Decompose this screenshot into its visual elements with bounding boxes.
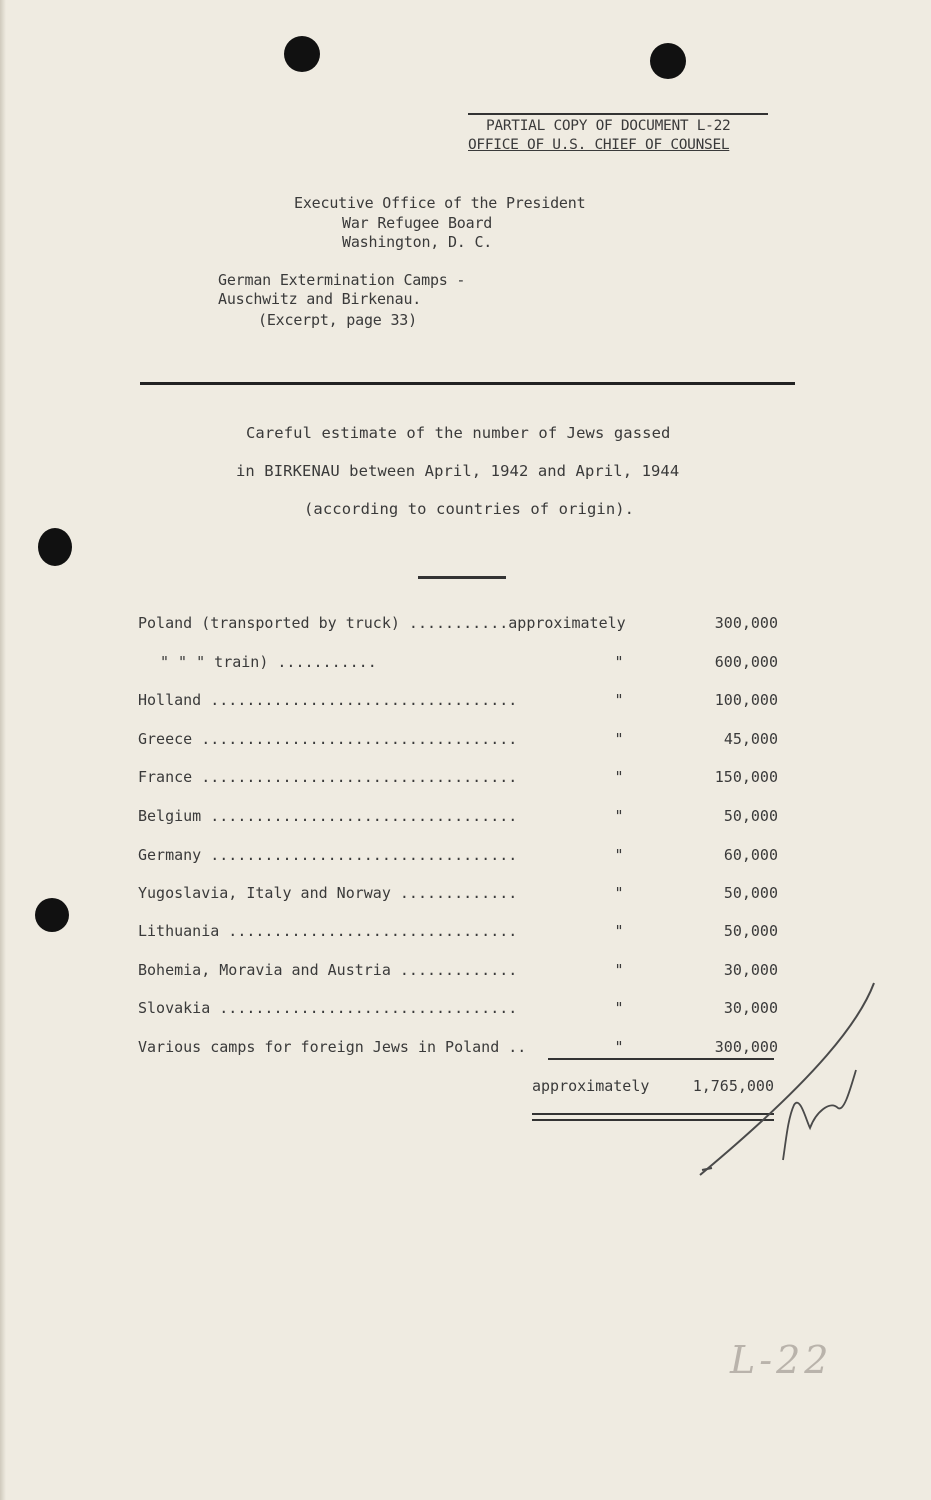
row-ditto: " (614, 922, 624, 940)
row-label: Holland .................................. (138, 691, 518, 709)
row-ditto: " (614, 846, 624, 864)
header-line-2: OFFICE OF U.S. CHIEF OF COUNSEL (468, 137, 730, 153)
row-ditto: " (614, 884, 624, 902)
total-qualifier: approximately (532, 1077, 650, 1095)
row-label: Germany .................................. (138, 846, 518, 864)
row-value: 300,000 (714, 614, 778, 632)
row-ditto: " (614, 1038, 624, 1056)
row-value: 150,000 (714, 768, 778, 786)
row-label: " " " train) ........... (160, 653, 377, 671)
row-value: 50,000 (723, 884, 778, 902)
caption-line-1: Careful estimate of the number of Jews gassed (246, 424, 671, 442)
row-value: 60,000 (723, 846, 778, 864)
row-value: 30,000 (723, 999, 778, 1017)
caption-line-2: in BIRKENAU between April, 1942 and April, 1944 (236, 462, 680, 480)
row-label: France ................................... (138, 768, 518, 786)
row-label: Belgium .................................. (138, 807, 518, 825)
row-ditto: " (614, 961, 624, 979)
row-label: Lithuania ................................ (138, 922, 518, 940)
row-ditto: " (614, 653, 624, 671)
row-value: 100,000 (714, 691, 778, 709)
row-ditto: " (614, 730, 624, 748)
handwritten-document-number: L-22 (730, 1338, 833, 1382)
row-value: 600,000 (714, 653, 778, 671)
row-label: Poland (transported by truck) ...........approximately (138, 614, 626, 632)
row-label: Yugoslavia, Italy and Norway ............. (138, 884, 518, 902)
row-ditto: " (614, 999, 624, 1017)
row-value: 50,000 (723, 922, 778, 940)
header-line-1: PARTIAL COPY OF DOCUMENT L-22 (486, 118, 731, 134)
row-ditto: " (614, 691, 624, 709)
row-ditto: " (614, 807, 624, 825)
row-value: 30,000 (723, 961, 778, 979)
row-value: 300,000 (714, 1038, 778, 1056)
row-value: 45,000 (723, 730, 778, 748)
row-value: 50,000 (723, 807, 778, 825)
office-line-1: Executive Office of the President (294, 194, 586, 212)
total-value: 1,765,000 (692, 1077, 774, 1095)
office-line-2: War Refugee Board (342, 214, 493, 232)
office-line-3: Washington, D. C. (342, 233, 493, 251)
row-label: Various camps for foreign Jews in Poland .. (138, 1038, 527, 1056)
subject-line-3: (Excerpt, page 33) (258, 311, 417, 329)
subject-line-1: German Extermination Camps - (218, 271, 466, 289)
subject-line-2: Auschwitz and Birkenau. (218, 290, 422, 308)
row-label: Slovakia ................................. (138, 999, 518, 1017)
row-label: Bohemia, Moravia and Austria ............. (138, 961, 518, 979)
row-label: Greece ................................... (138, 730, 518, 748)
row-ditto: " (614, 768, 624, 786)
caption-line-3: (according to countries of origin). (304, 500, 635, 518)
